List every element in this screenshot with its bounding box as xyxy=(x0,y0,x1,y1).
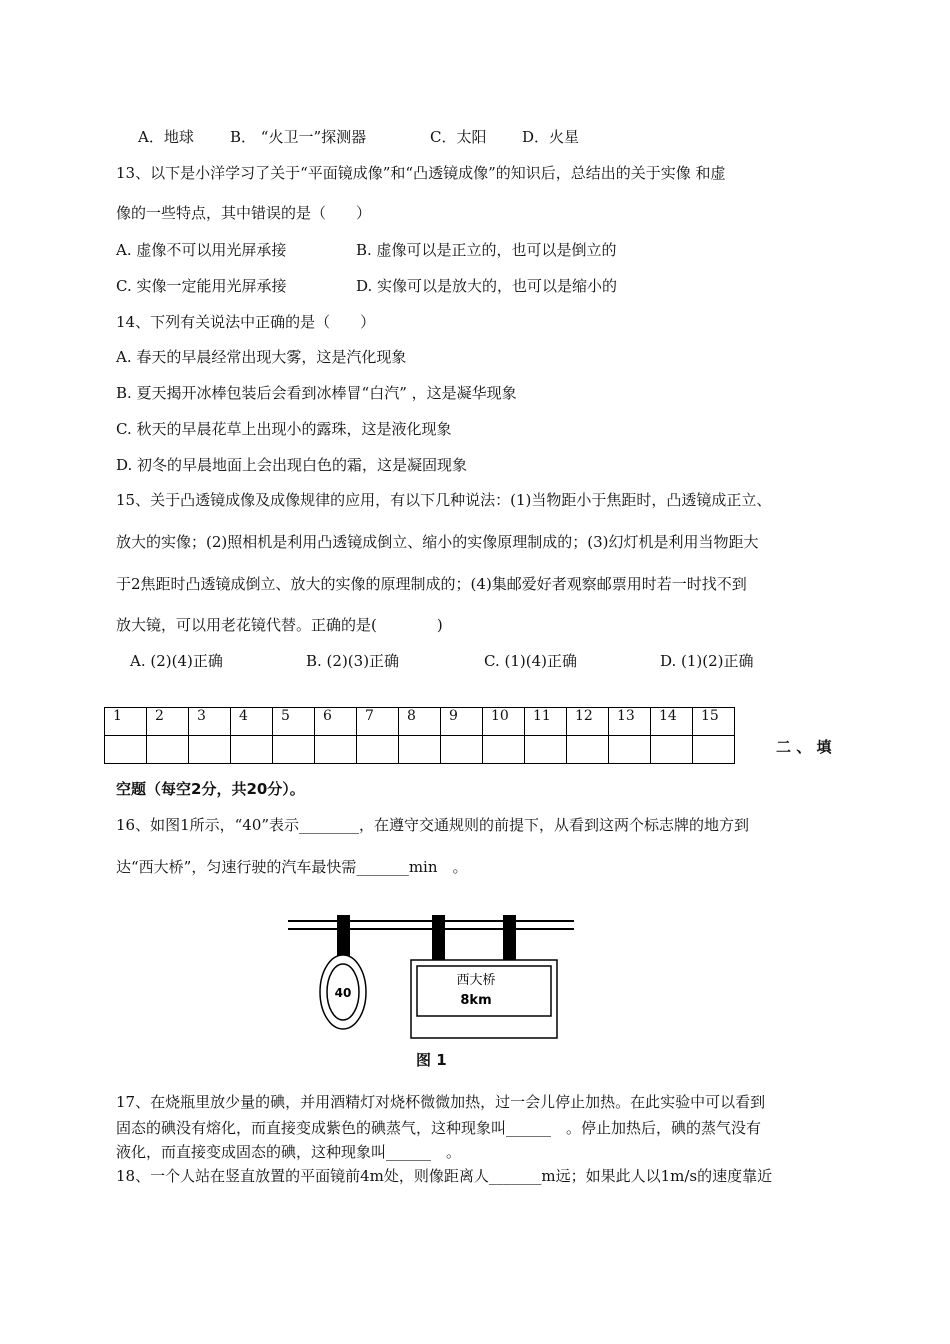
answer-blank-cell[interactable] xyxy=(441,736,483,764)
answer-blank-cell[interactable] xyxy=(609,736,651,764)
answer-number-cell: 7 xyxy=(357,708,399,736)
answer-number-cell: 12 xyxy=(567,708,609,736)
answer-number-cell: 8 xyxy=(399,708,441,736)
speed-limit-label: 40 xyxy=(334,986,352,1000)
q12-option-b: B． “火卫一”探测器 xyxy=(230,128,367,146)
answer-number-cell: 6 xyxy=(315,708,357,736)
answer-number-cell: 10 xyxy=(483,708,525,736)
answer-number-cell: 9 xyxy=(441,708,483,736)
answer-blank-cell[interactable] xyxy=(357,736,399,764)
q13-stem-line1: 13、以下是小洋学习了关于“平面镜成像”和“凸透镜成像”的知识后，总结出的关于实像 和虚 xyxy=(116,164,726,182)
answer-number-cell: 14 xyxy=(651,708,693,736)
q14-stem: 14、下列有关说法中正确的是（ ） xyxy=(116,313,376,331)
answer-number-cell: 13 xyxy=(609,708,651,736)
q15-stem-line3: 于2焦距时凸透镜成倒立、放大的实像的原理制成的；(4)集邮爱好者观察邮票用时若一时找不到 xyxy=(116,575,747,593)
q16-stem-line2: 达“西大桥”，匀速行驶的汽车最快需_______min 。 xyxy=(116,858,468,876)
answer-blank-cell[interactable] xyxy=(483,736,525,764)
answer-blank-cell[interactable] xyxy=(399,736,441,764)
answer-table-number-row xyxy=(105,708,735,736)
figure-caption: 图 1 xyxy=(416,1051,447,1069)
answer-blank-cell[interactable] xyxy=(231,736,273,764)
q14-option-c: C. 秋天的早晨花草上出现小的露珠，这是液化现象 xyxy=(116,420,452,438)
q15-stem-line4: 放大镜，可以用老花镜代替。正确的是( ) xyxy=(116,616,443,634)
section2-heading: 空题（每空2分，共20分）。 xyxy=(116,780,305,798)
q15-stem-line1: 15、关于凸透镜成像及成像规律的应用，有以下几种说法：(1)当物距小于焦距时，凸透镜成正立、 xyxy=(116,491,772,509)
q13-option-a: A. 虚像不可以用光屏承接 xyxy=(116,241,287,259)
answer-number-cell: 11 xyxy=(525,708,567,736)
q14-option-a: A. 春天的早晨经常出现大雾，这是汽化现象 xyxy=(116,348,407,366)
q17-stem-line1: 17、在烧瓶里放少量的碘，并用酒精灯对烧杯微微加热，过一会儿停止加热。在此实验中可以看到 xyxy=(116,1093,766,1111)
answer-blank-cell[interactable] xyxy=(189,736,231,764)
bridge-sign-hanger-left xyxy=(432,915,445,960)
q13-option-d: D. 实像可以是放大的，也可以是缩小的 xyxy=(356,277,618,295)
q15-option-d: D. (1)(2)正确 xyxy=(660,652,754,670)
answer-number-cell: 15 xyxy=(693,708,735,736)
q12-option-a: A．地球 xyxy=(138,128,194,146)
answer-number-cell: 4 xyxy=(231,708,273,736)
q14-option-b: B. 夏天揭开冰棒包装后会看到冰棒冒“白汽” ，这是凝华现象 xyxy=(116,384,517,402)
q13-option-c: C. 实像一定能用光屏承接 xyxy=(116,277,287,295)
answer-blank-cell[interactable] xyxy=(567,736,609,764)
answer-table-blank-row xyxy=(105,736,735,764)
section2-heading-tail: 二 、 填 xyxy=(776,738,832,756)
answer-blank-cell[interactable] xyxy=(693,736,735,764)
q13-stem-line2: 像的一些特点，其中错误的是（ ） xyxy=(116,204,372,222)
answer-blank-cell[interactable] xyxy=(147,736,189,764)
q17-stem-line3: 液化，而直接变成固态的碘，这种现象叫______ 。 xyxy=(116,1143,462,1161)
q16-stem-line1: 16、如图1所示，“40”表示________，在遵守交通规则的前提下，从看到这两个标志牌的地方到 xyxy=(116,816,750,834)
answer-blank-cell[interactable] xyxy=(315,736,357,764)
answer-blank-cell[interactable] xyxy=(273,736,315,764)
q18-stem-line1: 18、一个人站在竖直放置的平面镜前4m处，则像距离人_______m远；如果此人以1m/s的速度靠近 xyxy=(116,1167,773,1185)
q15-option-a: A. (2)(4)正确 xyxy=(130,652,223,670)
answer-table xyxy=(104,707,735,764)
q13-option-b: B. 虚像可以是正立的，也可以是倒立的 xyxy=(356,241,617,259)
answer-number-cell: 2 xyxy=(147,708,189,736)
q15-option-b: B. (2)(3)正确 xyxy=(306,652,400,670)
q12-option-d: D．火星 xyxy=(522,128,580,146)
answer-blank-cell[interactable] xyxy=(105,736,147,764)
answer-blank-cell[interactable] xyxy=(651,736,693,764)
answer-number-cell: 3 xyxy=(189,708,231,736)
bridge-name-label: 西大桥 xyxy=(456,973,496,988)
bridge-distance-label: 8km xyxy=(460,993,492,1008)
traffic-signs-figure xyxy=(280,908,580,1043)
q17-stem-line2: 固态的碘没有熔化，而直接变成紫色的碘蒸气，这种现象叫______ 。停止加热后，碘的蒸气没有 xyxy=(116,1119,762,1137)
q14-option-d: D. 初冬的早晨地面上会出现白色的霜，这是凝固现象 xyxy=(116,456,468,474)
bridge-sign-hanger-right xyxy=(503,915,516,960)
q15-stem-line2: 放大的实像；(2)照相机是利用凸透镜成倒立、缩小的实像原理制成的；(3)幻灯机是利用当物距大 xyxy=(116,533,759,551)
answer-blank-cell[interactable] xyxy=(525,736,567,764)
answer-number-cell: 5 xyxy=(273,708,315,736)
q15-option-c: C. (1)(4)正确 xyxy=(484,652,577,670)
answer-number-cell: 1 xyxy=(105,708,147,736)
q12-option-c: C．太阳 xyxy=(430,128,487,146)
